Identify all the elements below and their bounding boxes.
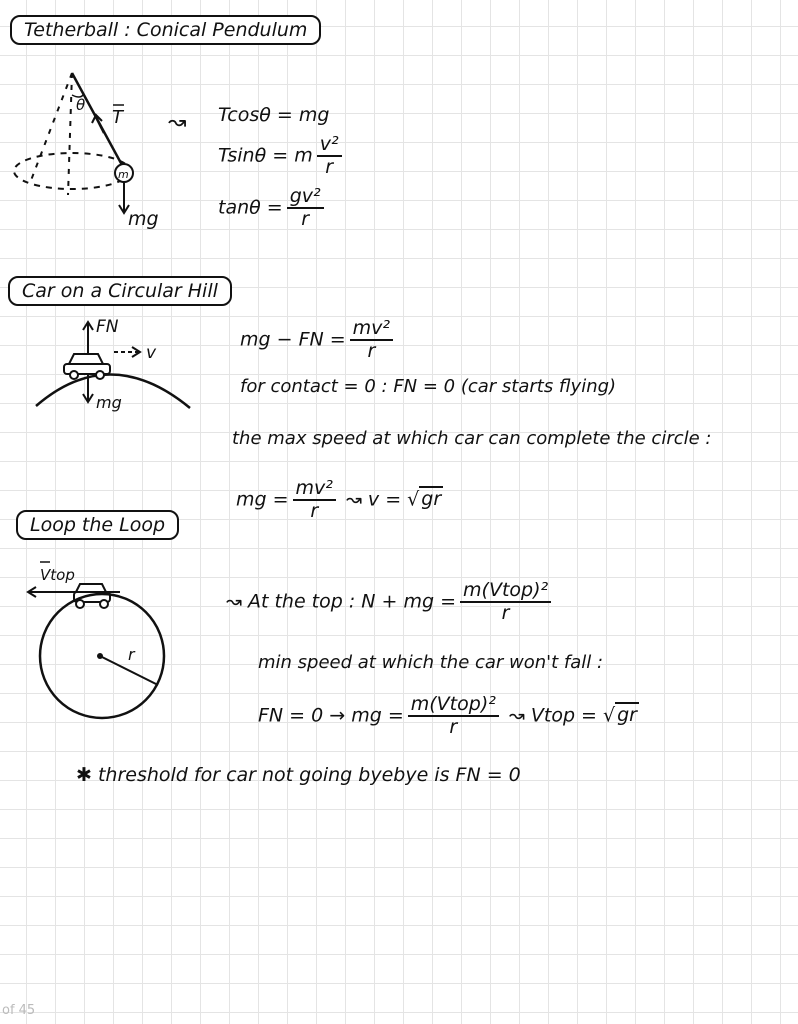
tension-label: T: [112, 107, 123, 128]
sqrt-symbol: √: [407, 488, 420, 511]
eq-tsin: [218, 134, 346, 178]
theta-label: θ: [76, 96, 86, 114]
section-title-loop: Loop the Loop: [16, 510, 179, 540]
vtop-label: Vtop: [40, 566, 75, 584]
mass-label: m: [118, 168, 129, 181]
loop-radius-label: r: [128, 645, 135, 664]
eq-loop-top: [226, 580, 555, 624]
eq-hill-force-den: r: [367, 339, 376, 362]
eq-tsin-num: v²: [317, 134, 342, 157]
weight-label: mg: [128, 208, 159, 230]
eq-loop-top-num: m(Vtop)²: [460, 580, 551, 603]
eq-loop-top-den: r: [501, 601, 510, 624]
threshold-note: [76, 764, 521, 786]
eq-loop-min-frac: [408, 694, 499, 738]
circular-hill-diagram: [30, 312, 200, 422]
eq-tcos: Tcosθ = mg: [218, 104, 330, 126]
star-icon: ✱: [76, 764, 92, 786]
eq-hill-force-lhs: mg − FN =: [240, 328, 346, 351]
loop-diagram: [20, 548, 190, 728]
squiggle-arrow-1: ↝: [168, 110, 187, 135]
eq-loop-min-rhs: ↝ Vtop =: [508, 704, 597, 727]
eq-tan-frac: [287, 186, 324, 230]
eq-loop-min-den: r: [449, 715, 458, 738]
eq-hill-max-frac: [293, 478, 336, 522]
section-title-tetherball: Tetherball : Conical Pendulum: [10, 15, 321, 45]
eq-loop-top-frac: [460, 580, 551, 624]
eq-hill-force-frac: [350, 318, 393, 362]
conical-pendulum-diagram: [10, 65, 180, 235]
hill-weight-label: mg: [96, 393, 122, 412]
eq-hill-force: [240, 318, 397, 362]
section-title-circular-hill: Car on a Circular Hill: [8, 276, 232, 306]
page-indicator: of 45: [2, 1003, 36, 1018]
eq-tan-den: r: [301, 207, 310, 230]
eq-loop-min-sqrt: gr: [617, 704, 637, 727]
eq-tsin-frac: [317, 134, 342, 178]
eq-tsin-den: r: [325, 155, 334, 178]
eq-hill-force-num: mv²: [350, 318, 393, 341]
hill-velocity-label: v: [146, 343, 157, 363]
contact-condition: for contact = 0 : FN = 0 (car starts flying): [240, 376, 617, 397]
eq-hill-max-lhs: mg =: [236, 488, 289, 511]
eq-hill-max-den: r: [310, 499, 319, 522]
normal-force-label: FN: [96, 317, 119, 337]
eq-hill-max-rhs: ↝ v =: [345, 488, 402, 511]
eq-tan-lhs: tanθ =: [218, 196, 283, 219]
max-speed-text: the max speed at which car can complete the circle :: [232, 428, 712, 449]
eq-tan-num: gv²: [287, 186, 324, 209]
eq-hill-max-num: mv²: [293, 478, 336, 501]
threshold-note-text: threshold for car not going byebye is FN = 0: [97, 764, 521, 786]
eq-tan: [218, 186, 328, 230]
eq-tsin-lhs: Tsinθ = m: [218, 144, 313, 167]
eq-loop-min-lhs: FN = 0 → mg =: [258, 704, 404, 727]
eq-loop-min: [258, 694, 639, 738]
eq-loop-top-lhs: ↝ At the top : N + mg =: [226, 590, 457, 613]
min-speed-text: min speed at which the car won't fall :: [258, 652, 604, 673]
eq-loop-min-num: m(Vtop)²: [408, 694, 499, 717]
eq-hill-max-speed: [236, 478, 443, 522]
eq-hill-max-sqrt: gr: [421, 488, 442, 511]
sqrt-symbol-2: √: [603, 704, 616, 727]
